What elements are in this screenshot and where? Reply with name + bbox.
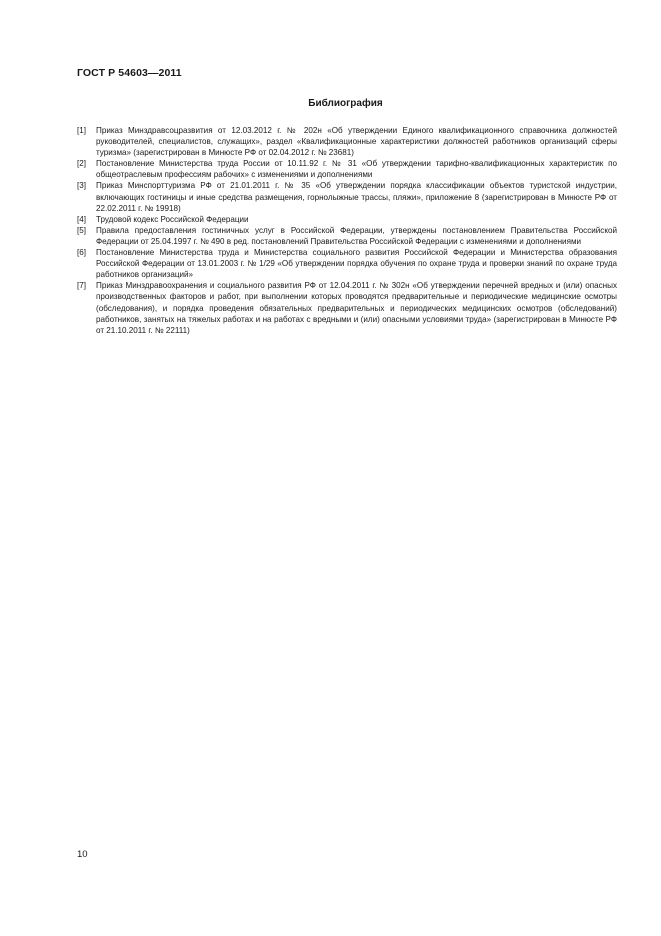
bibliography-item-text: Приказ Минздравоохранения и социального развития РФ от 12.04.2011 г. № 302н «Об утверждении перечней вредных и (или) опасных производственных факторов и работ, при выполнении которых проводятся предварительные и периодические медицинские осмотры (обследования), и порядка проведения обязательных предварительных и периодических медицинских осмотров (обследований) работников, занятых на тяжелых работах и на работах с вредными и (или) опасными условиями труда» (зарегистрирован в Минюсте РФ от 21.10.2011 г. № 22111) bbox=[96, 281, 617, 335]
bibliography-item-number: [7] bbox=[77, 281, 86, 291]
bibliography-item-text: Приказ Минспорттуризма РФ от 21.01.2011 г. № 35 «Об утверждении порядка классификации объектов туристской индустрии, включающих гостиницы и иные средства размещения, горнолыжные трассы, пляжи», приложение 8 (зарегистрирован в Минюсте РФ от 22.02.2011 г. № 19918) bbox=[96, 181, 617, 213]
bibliography-item-6 bbox=[77, 247, 617, 280]
bibliography-item-number: [2] bbox=[77, 159, 86, 169]
bibliography-item-text: Правила предоставления гостиничных услуг в Российской Федерации, утверждены постановлением Правительства Российской Федерации от 25.04.1997 г. № 490 в ред. постановлений Правительства Российской Федерации с изменениями и дополнениями bbox=[96, 225, 617, 246]
bibliography-item-number: [5] bbox=[77, 225, 86, 235]
document-header: ГОСТ Р 54603—2011 bbox=[77, 67, 182, 79]
bibliography-item-number: [4] bbox=[77, 214, 86, 224]
bibliography-item-number: [6] bbox=[77, 248, 86, 258]
bibliography-item-text: Постановление Министерства труда России от 10.11.92 г. № 31 «Об утверждении тарифно-квалификационных характеристик по общеотраслевым профессиям рабочих» с изменениями и дополнениями bbox=[96, 159, 617, 180]
bibliography-item-4 bbox=[77, 214, 617, 225]
section-title: Библиография bbox=[308, 98, 383, 109]
page-number: 10 bbox=[77, 849, 88, 860]
bibliography-item-5 bbox=[77, 225, 617, 247]
bibliography-item-number: [3] bbox=[77, 181, 86, 191]
bibliography-item-text: Трудовой кодекс Российской Федерации bbox=[96, 214, 249, 224]
bibliography-item-3 bbox=[77, 180, 617, 213]
bibliography-item-number: [1] bbox=[77, 126, 86, 135]
bibliography-item-2 bbox=[77, 158, 617, 180]
bibliography-list bbox=[77, 125, 617, 336]
bibliography-item-text: Приказ Минздравсоцразвития от 12.03.2012 г. № 202н «Об утверждении Единого квалификационного справочника должностей руководителей, специалистов, служащих», раздел «Квалификационные характеристики должностей работников организаций сферы туризма» (зарегистрирован в Минюсте РФ от 02.04.2012 г. № 23681) bbox=[96, 126, 617, 158]
bibliography-item-1 bbox=[77, 125, 617, 158]
bibliography-item-text: Постановление Министерства труда и Министерства социального развития Российской Федерации и Министерства образования Российской Федерации от 13.01.2003 г. № 1/29 «Об утверждении порядка обучения по охране труда и проверки знаний по охране труда работников организаций» bbox=[96, 248, 617, 280]
bibliography-item-7 bbox=[77, 280, 617, 335]
